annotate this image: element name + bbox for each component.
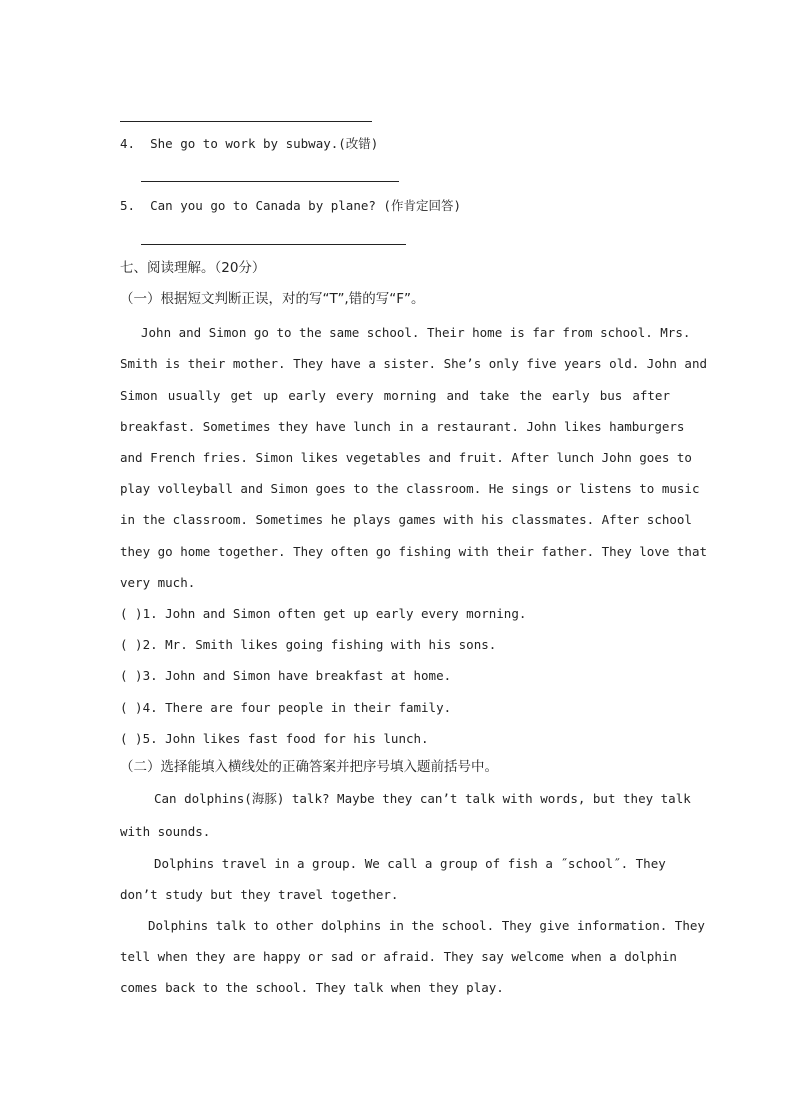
question-5: ( )5. John likes fast food for his lunch. [120, 731, 429, 746]
passage2-line: tell when they are happy or sad or afraid. They say welcome when a dolphin [120, 949, 677, 964]
item-text: She go to work by subway.(改错) [150, 136, 379, 151]
passage1-line: very much. [120, 575, 196, 590]
answer-line-4 [141, 181, 399, 182]
passage1-line: Simon usually get up early every morning and take the early bus after [120, 388, 670, 403]
passage1-line: Smith is their mother. They have a sister. She’s only five years old. John and [120, 356, 707, 371]
passage1-line: John and Simon go to the same school. Their home is far from school. Mrs. [141, 325, 691, 340]
passage1-line: they go home together. They often go fishing with their father. They love that [120, 544, 707, 559]
passage2-line: Dolphins travel in a group. We call a group of fish a ˝school˝. They [154, 856, 666, 871]
question-3: ( )3. John and Simon have breakfast at home. [120, 668, 452, 683]
section-title: 七、阅读理解。（20分） [120, 260, 266, 276]
answer-line-5 [141, 244, 406, 245]
exercise-item-5 [120, 198, 461, 214]
exercise-item-4 [120, 136, 378, 152]
passage1-line: in the classroom. Sometimes he plays games with his classmates. After school [120, 512, 692, 527]
item-text: Can you go to Canada by plane? (作肯定回答) [150, 198, 461, 213]
item-number: 4. [120, 136, 136, 151]
question-2: ( )2. Mr. Smith likes going fishing with his sons. [120, 637, 497, 652]
question-4: ( )4. There are four people in their family. [120, 700, 452, 715]
question-1: ( )1. John and Simon often get up early every morning. [120, 606, 527, 621]
part1-instruction: （一）根据短文判断正误，对的写“T”,错的写“F”。 [120, 291, 425, 307]
passage2-line: comes back to the school. They talk when they play. [120, 980, 504, 995]
passage1-line: play volleyball and Simon goes to the classroom. He sings or listens to music [120, 481, 700, 496]
item-number: 5. [120, 198, 136, 213]
passage2-line: don’t study but they travel together. [120, 887, 399, 902]
answer-line-3 [120, 121, 372, 122]
passage1-line: breakfast. Sometimes they have lunch in a restaurant. John likes hamburgers [120, 419, 685, 434]
passage2-line: Dolphins talk to other dolphins in the school. They give information. They [148, 918, 705, 933]
passage1-line: and French fries. Simon likes vegetables and fruit. After lunch John goes to [120, 450, 692, 465]
passage2-line: Can dolphins(海豚) talk? Maybe they can’t talk with words, but they talk [154, 791, 691, 806]
part2-instruction: （二）选择能填入横线处的正确答案并把序号填入题前括号中。 [120, 759, 498, 775]
passage2-line: with sounds. [120, 824, 211, 839]
